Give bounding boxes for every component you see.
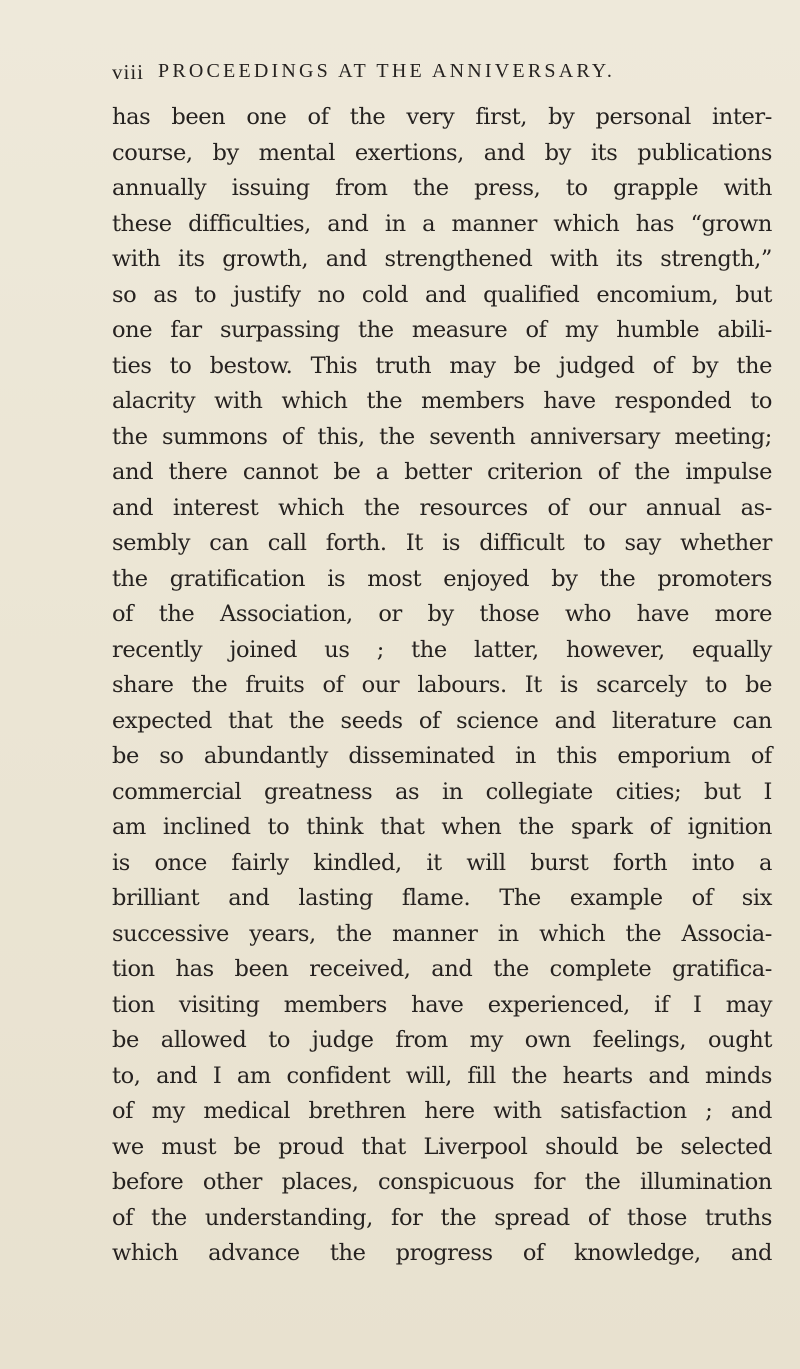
text-line: the summons of this, the seventh anniversary meeting;: [112, 423, 772, 450]
text-line: am inclined to think that when the spark of ignition: [112, 814, 772, 840]
text-line: sembly can call forth. It is difficult to say whether: [112, 530, 772, 556]
text-line: so as to justify no cold and qualified encomium, but: [112, 281, 772, 308]
text-line: of the Association, or by those who have more: [112, 601, 772, 627]
text-line: expected that the seeds of science and literature can: [112, 707, 772, 734]
text-line: we must be proud that Liverpool should be selected: [112, 1133, 772, 1160]
text-line: before other places, conspicuous for the illumination: [112, 1169, 772, 1195]
text-line: of my medical brethren here with satisfaction ; and: [112, 1098, 772, 1124]
text-line: has been one of the very first, by personal inter-: [112, 104, 772, 130]
text-line: be allowed to judge from my own feelings, ought: [112, 1027, 772, 1053]
page-header: [112, 60, 772, 90]
text-line: alacrity with which the members have responded to: [112, 388, 772, 414]
text-line: tion has been received, and the complete gratifica-: [112, 956, 772, 982]
text-line: one far surpassing the measure of my humble abili-: [112, 317, 772, 343]
text-line: share the fruits of our labours. It is scarcely to be: [112, 672, 772, 698]
text-line: and there cannot be a better criterion of the impulse: [112, 459, 772, 485]
text-line: and interest which the resources of our annual as-: [112, 494, 772, 521]
text-line: commercial greatness as in collegiate cities; but I: [112, 778, 772, 805]
text-line: ties to bestow. This truth may be judged of by the: [112, 352, 772, 379]
text-line: these difficulties, and in a manner which has “grown: [112, 210, 772, 237]
text-line: recently joined us ; the latter, however, equally: [112, 636, 772, 663]
text-line: annually issuing from the press, to grapple with: [112, 175, 772, 201]
text-line: of the understanding, for the spread of those truths: [112, 1204, 772, 1231]
running-head: PROCEEDINGS AT THE ANNIVERSARY.: [158, 60, 616, 82]
text-line: the gratification is most enjoyed by the promoters: [112, 565, 772, 592]
text-line: is once fairly kindled, it will burst forth into a: [112, 849, 772, 876]
text-line: be so abundantly disseminated in this emporium of: [112, 743, 772, 769]
text-line: tion visiting members have experienced, if I may: [112, 991, 772, 1018]
text-line: successive years, the manner in which the Associa-: [112, 920, 772, 947]
text-line: with its growth, and strengthened with its strength,”: [112, 246, 772, 272]
text-line: which advance the progress of knowledge, and: [112, 1240, 772, 1266]
page-number: viii: [112, 60, 145, 84]
text-line: to, and I am confident will, fill the hearts and minds: [112, 1062, 772, 1089]
text-line: brilliant and lasting flame. The example of six: [112, 885, 772, 911]
body-text: [112, 100, 772, 1272]
text-line: course, by mental exertions, and by its publications: [112, 139, 772, 166]
